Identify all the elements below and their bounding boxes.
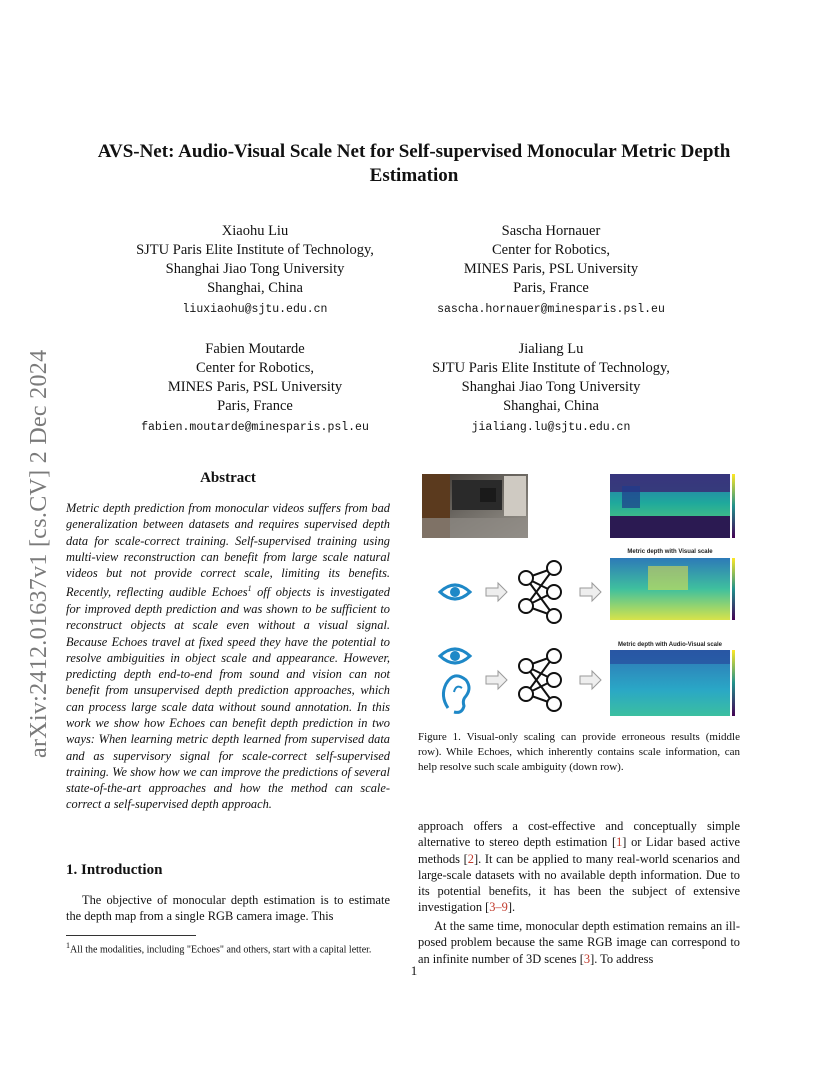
section-heading-introduction: 1. Introduction [66, 862, 163, 878]
author-affiliation: Paris, France [513, 280, 589, 296]
footnote-divider [66, 935, 196, 936]
author-email[interactable]: sascha.hornauer@minesparis.psl.eu [437, 303, 665, 316]
citation-link[interactable]: 2 [467, 851, 474, 866]
paper-title: AVS-Net: Audio-Visual Scale Net for Self-supervised Monocular Metric Depth Estimation [97, 141, 731, 186]
abstract-part: off objects is investigated for improved depth prediction and was shown to be sufficient to reconstruct objects at scale even without a visual signal. Because Echoes travel at fixed speed they have the potential to resolve ambiguities in object scale and appearance. However, predicting depth end-to-end from sound and vision can not benefit from unsupervised depth prediction approaches, which can process large scale data without sound annotation. In this work we show how Echoes can benefit depth prediction in two ways: When learning metric depth learned from supervised data and as supervisory signal for scale-correct self-supervised training. We show how we can improve the predictions of several state-of-the-art approaches and how the method can scale-correct a self-supervised depth approach. [66, 585, 390, 812]
author-name: Fabien Moutarde [205, 341, 305, 357]
figure-1-caption: Figure 1. Visual-only scaling can provide erroneous results (middle row). While Echoes, which inherently contains scale information, can help resolve such scale ambiguity (down row). [418, 731, 740, 773]
footnote-number: 1 [66, 941, 70, 950]
abstract-heading: Abstract [200, 470, 256, 486]
arrow-icon [580, 671, 601, 689]
author-affiliation: Center for Robotics, [196, 360, 314, 376]
eye-icon [440, 585, 470, 599]
author-affiliation: SJTU Paris Elite Institute of Technology, [136, 242, 374, 258]
author-affiliation: Shanghai, China [503, 398, 599, 414]
author-affiliation: Shanghai Jiao Tong University [461, 379, 641, 395]
arxiv-stamp: arXiv:2412.01637v1 [cs.CV] 2 Dec 2024 [26, 349, 52, 758]
right-paragraph-1 [418, 818, 740, 916]
text-run: ] or Lidar based active methods [ [418, 835, 740, 866]
intro-paragraph: The objective of monocular depth estimation is to estimate the depth map from a single RGB camera image. This [66, 893, 390, 924]
author-affiliation: Paris, France [217, 398, 293, 414]
depth-map-ground-truth [610, 474, 735, 538]
author-email[interactable]: fabien.moutarde@minesparis.psl.eu [141, 421, 369, 434]
abstract-part: Metric depth prediction from monocular videos suffers from bad generalization between datasets and requires supervised depth data for scale-correct training. Self-supervised training using multi-view reconstruction can benefit from large scale natural videos but not provide correct scale, limiting its benefits. Recently, reflecting audible Echoes [66, 501, 390, 600]
text-run: approach offers a cost-effective and conceptually simple alternative to stereo depth estimation [ [418, 819, 740, 850]
author-affiliation: SJTU Paris Elite Institute of Technology, [432, 360, 670, 376]
abstract-text [66, 500, 390, 813]
arrow-icon [486, 671, 507, 689]
footnote-marker[interactable]: 1 [247, 584, 252, 594]
page-number: 1 [410, 963, 418, 978]
citation-link[interactable]: 1 [616, 835, 623, 850]
author-name: Xiaohu Liu [221, 223, 289, 239]
author-affiliation: MINES Paris, PSL University [463, 261, 639, 277]
arrow-icon [486, 583, 507, 601]
author-affiliation: Center for Robotics, [492, 242, 610, 258]
author-block-2 [410, 222, 692, 317]
footnote [66, 940, 390, 957]
footnote-text: All the modalities, including "Echoes" and others, start with a capital letter. [70, 944, 372, 956]
author-affiliation: Shanghai Jiao Tong University [165, 261, 345, 277]
text-run: ]. It can be applied to many real-world scenarios and large-scale datasets with no available depth information. Due to its potential benefits, it has been the subject of extensive investigation [ [418, 851, 740, 915]
figure-1 [418, 470, 740, 720]
rgb-input-image [422, 474, 528, 538]
text-run: ]. To address [590, 951, 654, 966]
ear-icon [443, 676, 469, 713]
neural-network-icon [519, 561, 561, 623]
citation-link[interactable]: 3 [583, 951, 591, 966]
eye-icon [440, 649, 470, 663]
author-block-1 [110, 222, 400, 317]
depth-map-visual-scale [610, 558, 735, 620]
text-run: At the same time, monocular depth estimation remains an ill-posed problem because the same RGB image can correspond to an infinite number of 3D scenes [ [418, 919, 740, 966]
figure-label-audio-visual-scale: Metric depth with Audio-Visual scale [617, 642, 723, 648]
depth-map-audio-visual-scale [610, 650, 735, 716]
figure-label-visual-scale: Metric depth with Visual scale [627, 549, 713, 555]
author-email[interactable]: jialiang.lu@sjtu.edu.cn [471, 421, 631, 434]
author-affiliation: Shanghai, China [207, 280, 303, 296]
author-block-4 [410, 340, 692, 435]
citation-link[interactable]: 3–9 [489, 900, 508, 915]
neural-network-icon [519, 649, 561, 711]
author-name: Sascha Hornauer [501, 223, 601, 239]
author-name: Jialiang Lu [518, 341, 584, 357]
text-run: ]. [507, 900, 516, 915]
author-email[interactable]: liuxiaohu@sjtu.edu.cn [182, 303, 328, 316]
author-affiliation: MINES Paris, PSL University [167, 379, 343, 395]
right-paragraph-2 [418, 918, 740, 967]
author-block-3 [110, 340, 400, 435]
arrow-icon [580, 583, 601, 601]
